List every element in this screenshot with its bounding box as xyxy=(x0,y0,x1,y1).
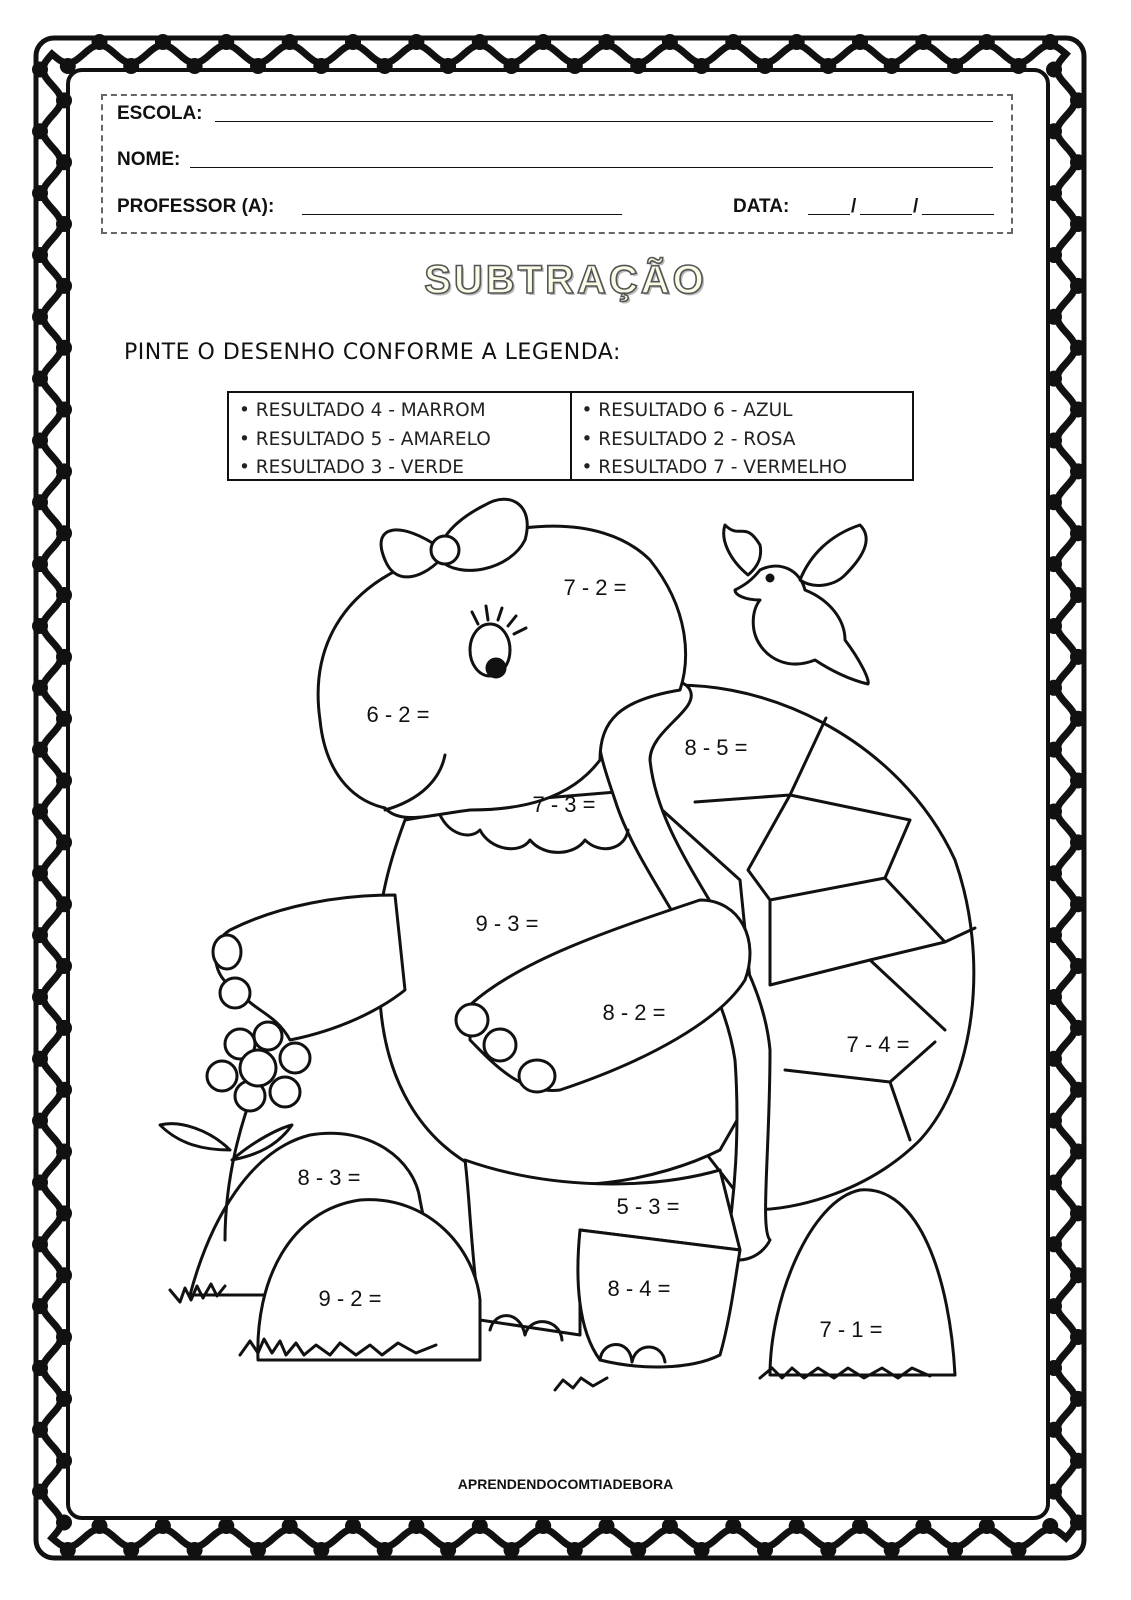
turtle-pupil xyxy=(487,659,505,677)
legend-item: • RESULTADO 5 - AMARELO xyxy=(239,426,570,455)
teacher-label: PROFESSOR (A): xyxy=(117,196,275,217)
legend-item: • RESULTADO 4 - MARROM xyxy=(239,397,570,426)
date-slash-2: / xyxy=(913,196,919,217)
problem-belly-upper: 9 - 3 = xyxy=(475,911,539,936)
problem-leg-upper: 5 - 3 = xyxy=(616,1194,680,1219)
finger xyxy=(519,1060,555,1092)
problem-rock-right: 7 - 1 = xyxy=(819,1317,883,1342)
date-label: DATA: xyxy=(733,196,790,217)
footer-credit: APRENDENDOCOMTIADEBORA xyxy=(457,1476,674,1492)
problem-face: 6 - 2 = xyxy=(366,702,430,727)
legend-item: • RESULTADO 7 - VERMELHO xyxy=(582,454,913,483)
problem-shell-top: 8 - 5 = xyxy=(684,735,748,760)
finger xyxy=(220,978,250,1008)
name-label: NOME: xyxy=(117,149,181,170)
instruction-text: PINTE O DESENHO CONFORME A LEGENDA: xyxy=(124,340,621,365)
bow-knot xyxy=(431,536,459,564)
legend-item: • RESULTADO 3 - VERDE xyxy=(239,454,570,483)
bird-icon xyxy=(724,525,869,684)
problem-belly-lower: 8 - 2 = xyxy=(602,1000,666,1025)
rock-right[interactable] xyxy=(770,1190,955,1375)
page-title: SUBTRAÇÃO xyxy=(424,258,707,302)
problem-shell-right: 7 - 4 = xyxy=(846,1032,910,1057)
finger xyxy=(213,935,241,969)
problem-head-top: 7 - 2 = xyxy=(563,575,627,600)
school-label: ESCOLA: xyxy=(117,103,203,124)
finger xyxy=(484,1029,516,1061)
problem-rock-back: 8 - 3 = xyxy=(297,1165,361,1190)
date-slash-1: / xyxy=(851,196,857,217)
problem-rock-front: 9 - 2 = xyxy=(318,1286,382,1311)
turtle-arm-left[interactable] xyxy=(216,895,405,1040)
problem-neck: 7 - 3 = xyxy=(532,792,596,817)
legend-item: • RESULTADO 6 - AZUL xyxy=(582,397,913,426)
finger xyxy=(456,1004,488,1036)
legend-item: • RESULTADO 2 - ROSA xyxy=(582,426,913,455)
problem-leg-lower: 8 - 4 = xyxy=(607,1276,671,1301)
